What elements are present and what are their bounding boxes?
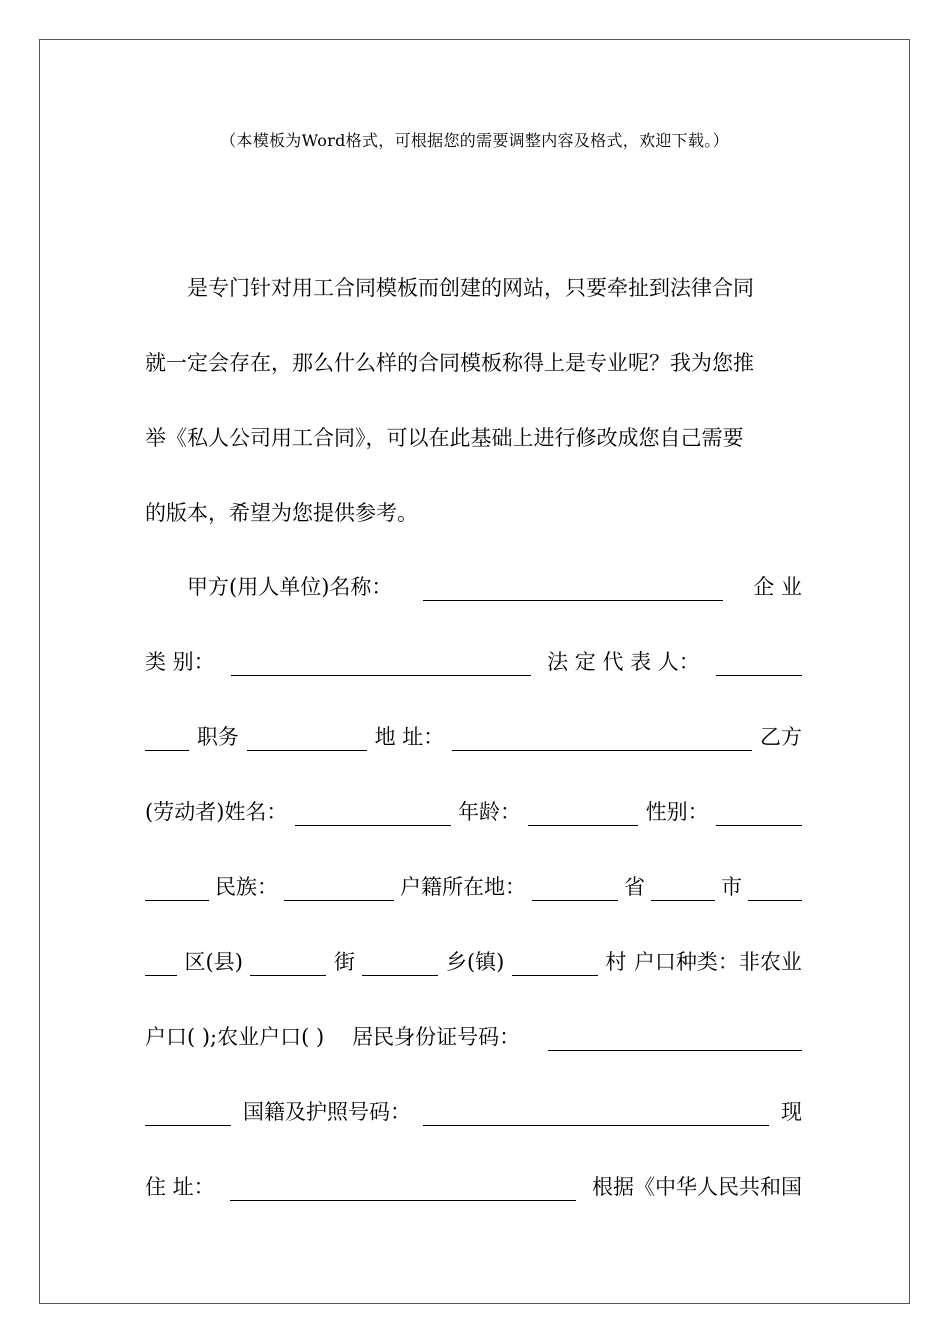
address-field[interactable]	[452, 728, 752, 751]
form-row-3	[145, 723, 802, 751]
id-number-field-cont[interactable]	[145, 1103, 231, 1126]
household-location-label: 户籍所在地：	[400, 875, 526, 899]
form-row-2	[145, 648, 802, 676]
nationality-passport-field[interactable]	[423, 1103, 769, 1126]
city-field-after[interactable]	[748, 878, 802, 901]
template-note: （本模板为Word格式，可根据您的需要调整内容及格式，欢迎下载。）	[220, 131, 729, 150]
legal-rep-field-cont[interactable]	[145, 728, 189, 751]
ethnicity-field[interactable]	[284, 878, 394, 901]
address-label: 地 址：	[374, 725, 445, 749]
gender-field[interactable]	[716, 803, 802, 826]
current-label-1: 现	[781, 1100, 802, 1124]
id-number-field[interactable]	[548, 1028, 802, 1051]
position-field[interactable]	[247, 728, 367, 751]
township-label: 乡(镇)	[445, 950, 505, 974]
gender-field-cont[interactable]	[145, 878, 209, 901]
province-field[interactable]	[532, 878, 618, 901]
form-row-9	[145, 1173, 802, 1201]
village-label: 村	[605, 950, 627, 974]
household-options: 户口( );农业户口( )	[145, 1025, 325, 1049]
laborer-name-field[interactable]	[295, 803, 451, 826]
id-number-label: 居民身份证号码：	[352, 1025, 521, 1049]
form-row-4	[145, 798, 802, 826]
party-a-name-field[interactable]	[423, 578, 723, 601]
intro-line-2: 就一定会存在，那么什么样的合同模板称得上是专业呢？我为您推	[145, 351, 754, 375]
household-type-label: 户口种类：非农业	[633, 950, 802, 974]
party-a-name-label: 甲方(用人单位)名称：	[187, 575, 393, 599]
ethnicity-label: 民族：	[215, 875, 278, 899]
form-row-6	[145, 948, 802, 976]
position-label: 职务	[196, 725, 239, 749]
category-field[interactable]	[231, 653, 531, 676]
category-label: 类 别：	[145, 650, 215, 674]
street-field[interactable]	[250, 953, 326, 976]
form-row-1	[145, 573, 802, 601]
township-field[interactable]	[362, 953, 438, 976]
form-row-7	[145, 1023, 802, 1051]
current-address-label: 住 址：	[145, 1175, 215, 1199]
intro-line-4: 的版本，希望为您提供参考。	[145, 501, 418, 525]
laborer-name-label: (劳动者)姓名：	[145, 800, 288, 824]
party-b-label: 乙方	[759, 725, 802, 749]
village-field[interactable]	[512, 953, 598, 976]
city-field[interactable]	[651, 878, 715, 901]
intro-line-1: 是专门针对用工合同模板而创建的网站，只要牵扯到法律合同	[187, 276, 754, 300]
legal-rep-label: 法 定 代 表 人：	[547, 650, 700, 674]
district-label: 区(县)	[184, 950, 243, 974]
city-label: 市	[721, 875, 742, 899]
form-row-8	[145, 1098, 802, 1126]
intro-line-3: 举《私人公司用工合同》，可以在此基础上进行修改成您自己需要	[145, 426, 744, 450]
gender-label: 性别：	[645, 800, 709, 824]
legal-rep-field[interactable]	[716, 653, 802, 676]
current-address-field[interactable]	[230, 1178, 576, 1201]
legal-basis-text: 根据《中华人民共和国	[592, 1175, 802, 1199]
street-label: 街	[333, 950, 355, 974]
district-field[interactable]	[145, 953, 177, 976]
enterprise-label: 企 业	[753, 575, 802, 599]
age-label: 年龄：	[458, 800, 522, 824]
nationality-passport-label: 国籍及护照号码：	[243, 1100, 411, 1124]
form-row-5	[145, 873, 802, 901]
age-field[interactable]	[528, 803, 638, 826]
province-label: 省	[624, 875, 645, 899]
